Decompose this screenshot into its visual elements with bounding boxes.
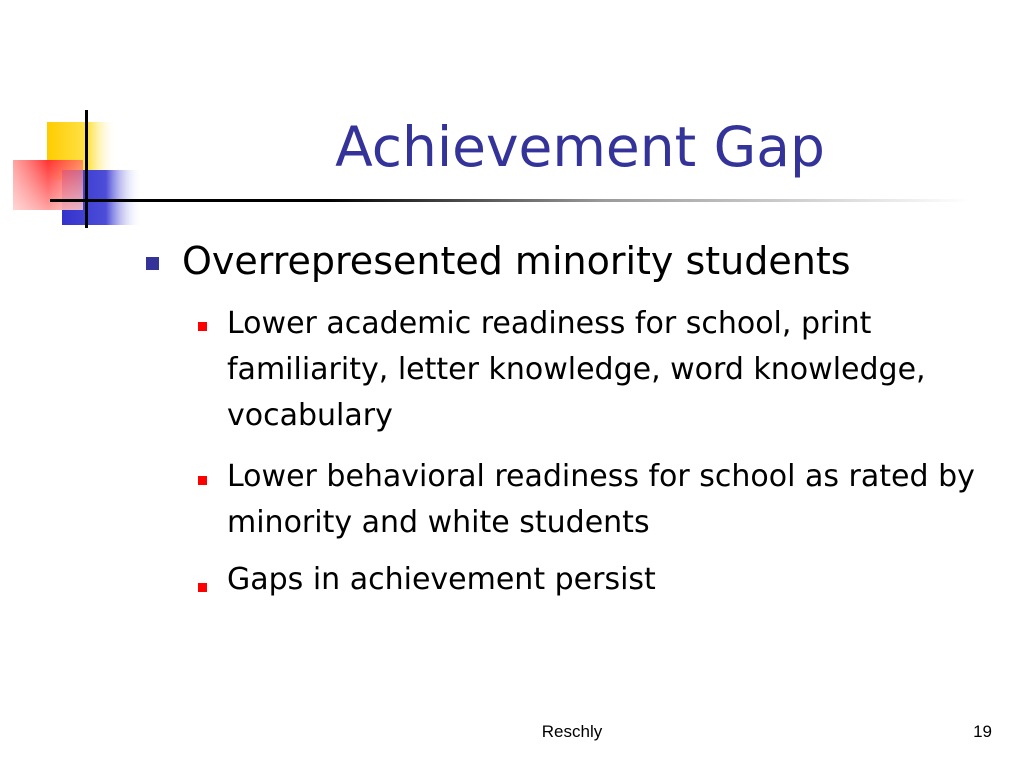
level2-bullet-icon — [198, 583, 207, 592]
bullet-level1: Overrepresented minority students — [182, 239, 851, 283]
page-number: 19 — [973, 722, 992, 741]
slide-title: Achievement Gap — [335, 115, 825, 179]
bullet-level2: Gaps in achievement persist — [227, 562, 656, 597]
level2-bullet-icon — [198, 476, 207, 485]
footer-author: Reschly — [541, 722, 603, 741]
bullet-level2: Lower behavioral readiness for school as rated by minority and white students — [227, 459, 975, 540]
level2-bullet-icon — [198, 322, 207, 331]
level1-bullet-icon — [146, 257, 159, 270]
bullet-level2: Lower academic readiness for school, print familiarity, letter knowledge, word knowledge, vocabulary — [227, 306, 926, 433]
